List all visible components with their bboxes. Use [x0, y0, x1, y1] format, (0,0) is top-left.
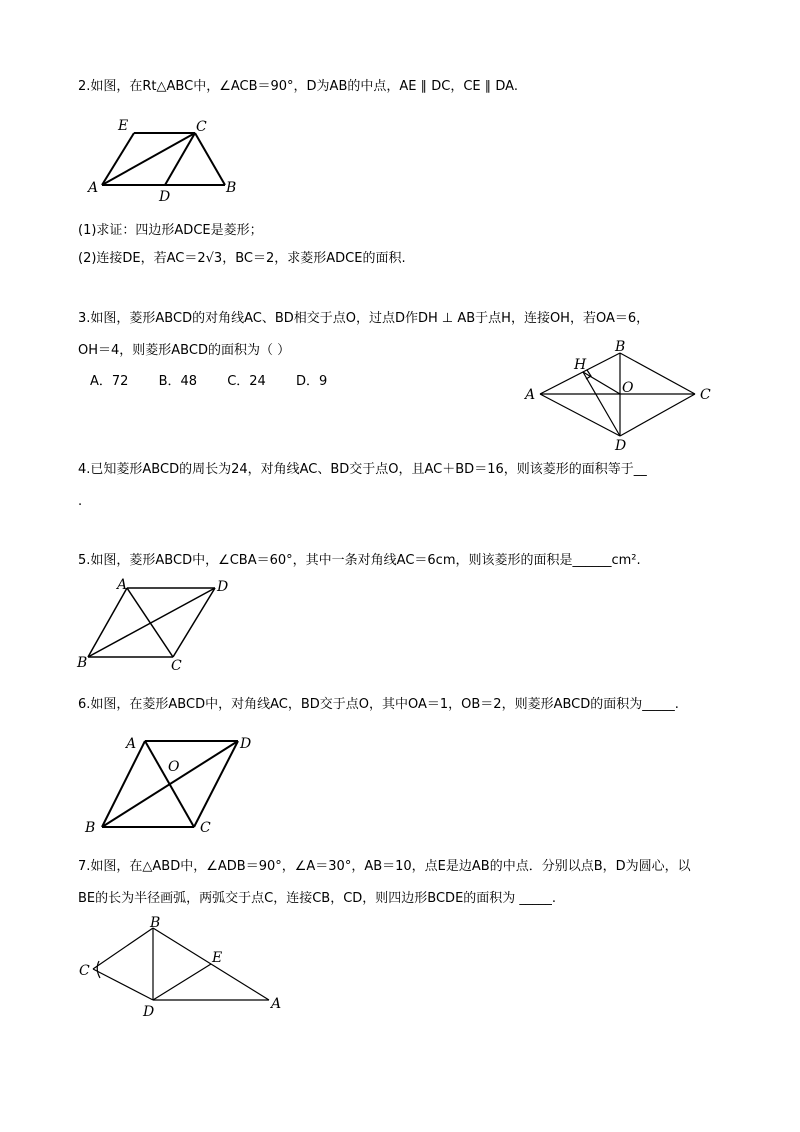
q7-stem-line2: BE的长为半径画弧，两弧交于点C，连接CB，CD，则四边形BCDE的面积为 _____. [78, 891, 557, 906]
q6-label-c: C [200, 820, 211, 836]
q2-label-b: B [226, 180, 237, 196]
q2-label-c: C [196, 119, 207, 135]
q2-figure [85, 112, 245, 202]
q3-figure [520, 338, 720, 453]
q6-figure [82, 728, 262, 838]
q3-option-a: A．72 [90, 374, 129, 389]
q2-label-a: A [88, 180, 99, 196]
q5-stem: 5.如图，菱形ABCD中，∠CBA＝60°，其中一条对角线AC＝6cm，则该菱形的面积是______cm². [78, 553, 641, 568]
q7-label-b: B [150, 915, 161, 931]
q7-label-d: D [143, 1004, 155, 1020]
q3-label-h: H [574, 357, 587, 373]
q2-label-e: E [118, 118, 129, 134]
q4-tail: . [78, 494, 83, 509]
q2-part2: (2)连接DE，若AC＝2√3，BC＝2，求菱形ADCE的面积. [78, 251, 406, 266]
q7-figure [75, 915, 295, 1020]
q6-label-d: D [240, 736, 252, 752]
q3-label-c: C [700, 387, 711, 403]
q3-label-a: A [525, 387, 536, 403]
q5-label-b: B [77, 655, 88, 671]
q3-label-o: O [622, 380, 634, 396]
q7-stem-line1: 7.如图，在△ABD中，∠ADB＝90°，∠A＝30°，AB＝10，点E是边AB的中点．分别以点B，D为圆心，以 [78, 859, 691, 874]
q3-option-d: D．9 [295, 374, 328, 389]
q5-label-d: D [217, 579, 229, 595]
q5-label-a: A [117, 577, 128, 593]
q7-label-e: E [212, 950, 223, 966]
q6-stem: 6.如图，在菱形ABCD中，对角线AC，BD交于点O，其中OA＝1，OB＝2，则菱形ABCD的面积为_____. [78, 697, 679, 712]
q3-option-c: C．24 [227, 374, 266, 389]
q5-label-c: C [171, 658, 182, 674]
q3-option-b: B．48 [158, 374, 198, 389]
q5-figure [75, 575, 245, 675]
q2-label-d: D [159, 189, 171, 202]
q6-label-a: A [126, 736, 137, 752]
q3-stem-line2: OH＝4，则菱形ABCD的面积为（ ） [78, 343, 291, 358]
q3-label-d: D [615, 438, 627, 453]
q2-part1: (1)求证：四边形ADCE是菱形； [78, 223, 263, 238]
q4-stem: 4.已知菱形ABCD的周长为24，对角线AC、BD交于点O，且AC＋BD＝16，则该菱形的面积等于__ [78, 462, 647, 477]
q2-stem: 2.如图，在Rt△ABC中，∠ACB＝90°，D为AB的中点，AE ∥ DC，CE ∥ DA. [78, 79, 518, 94]
q6-label-b: B [85, 820, 96, 836]
q6-label-o: O [168, 759, 180, 775]
q3-stem-line1: 3.如图，菱形ABCD的对角线AC、BD相交于点O，过点D作DH ⊥ AB于点H，连接OH，若OA＝6， [78, 311, 650, 326]
q3-label-b: B [615, 339, 626, 355]
q3-options [90, 372, 353, 392]
q7-label-c: C [79, 963, 90, 979]
q7-label-a: A [271, 996, 282, 1012]
